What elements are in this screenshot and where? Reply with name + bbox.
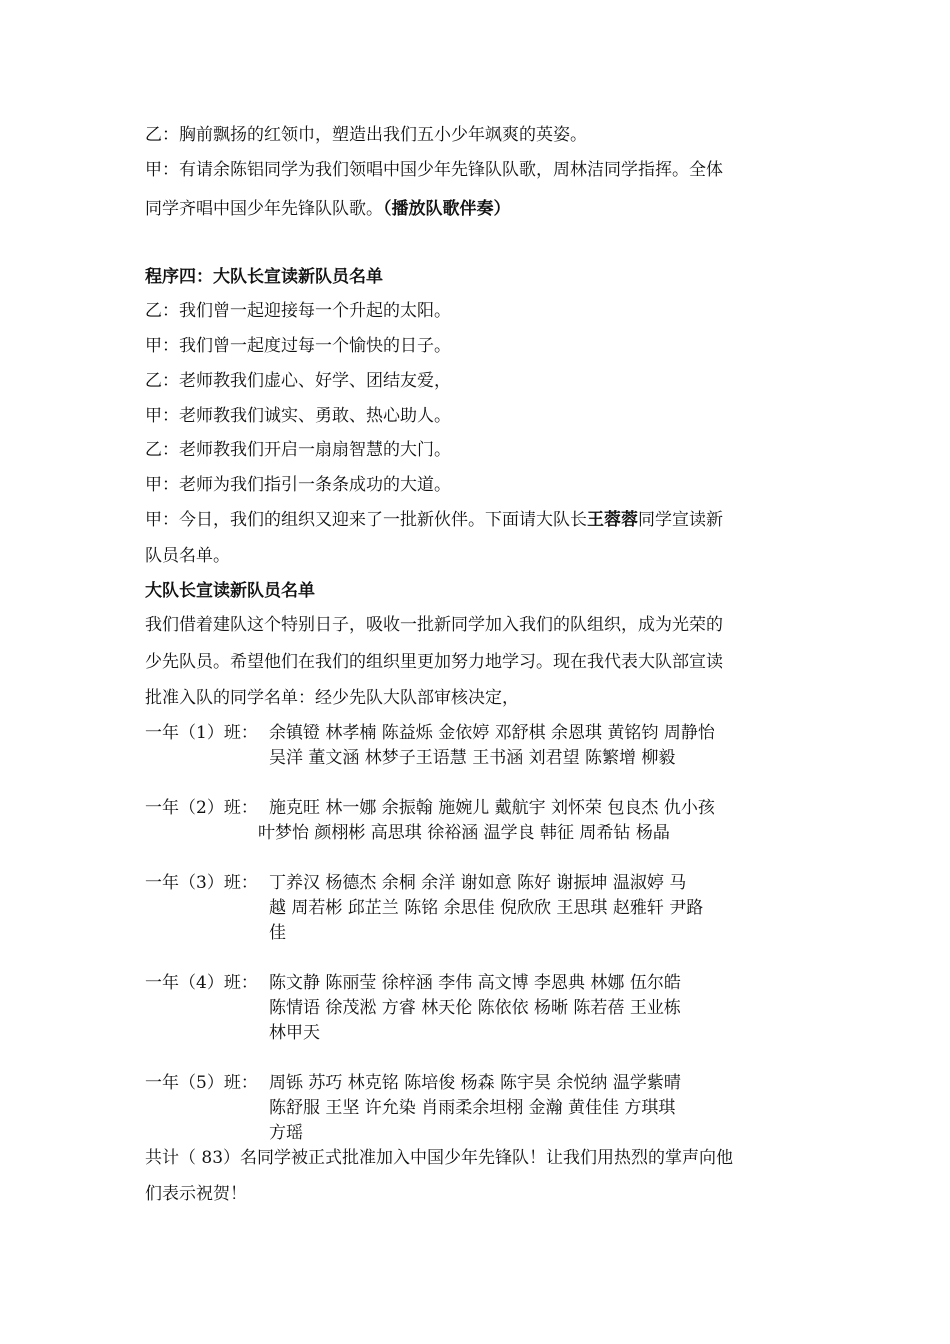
class-label: 一年（3）班：	[145, 873, 258, 893]
dialogue-line: 乙：胸前飘扬的红领巾，塑造出我们五小少年飒爽的英姿。	[145, 125, 587, 145]
paragraph-line: 批准入队的同学名单：经少先队大队部审核决定，	[145, 688, 519, 708]
class-names-line: 越 周若彬 邱芷兰 陈铭 余思佳 倪欣欣 王思琪 赵雅轩 尹路	[269, 898, 704, 918]
dialogue-line: 甲：老师教我们诚实、勇敢、热心助人。	[145, 406, 451, 426]
class-names-line: 陈舒服 王坚 许允染 肖雨柔余坦栩 金瀚 黄佳佳 方琪琪	[269, 1098, 676, 1118]
class-names-line: 陈文静 陈丽莹 徐梓涵 李伟 高文博 李恩典 林娜 伍尔皓	[269, 973, 681, 993]
dialogue-line: 甲：老师为我们指引一条条成功的大道。	[145, 475, 451, 495]
dialogue-line: 甲：有请余陈铝同学为我们领唱中国少年先锋队队歌，周林洁同学指挥。全体	[145, 160, 723, 180]
paragraph-line: 少先队员。希望他们在我们的组织里更加努力地学习。现在我代表大队部宣读	[145, 652, 723, 672]
class-label: 一年（4）班：	[145, 973, 258, 993]
dialogue-line	[145, 198, 511, 220]
class-names-line: 佳	[269, 923, 286, 943]
dialogue-line: 乙：我们曾一起迎接每一个升起的太阳。	[145, 301, 451, 321]
section-heading: 程序四：大队长宣读新队员名单	[145, 267, 383, 287]
dialogue-line: 队员名单。	[145, 546, 230, 566]
stage-direction: （播放队歌伴奏）	[383, 199, 511, 219]
closing-line: 们表示祝贺！	[145, 1184, 247, 1204]
class-names-line: 林甲天	[269, 1023, 320, 1043]
dialogue-line	[145, 509, 723, 531]
class-names-line: 周铄 苏巧 林克铭 陈培俊 杨森 陈宇昊 余悦纳 温学紫晴	[269, 1073, 681, 1093]
class-names-line: 丁养汉 杨德杰 余桐 余洋 谢如意 陈好 谢振坤 温淑婷 马	[269, 873, 687, 893]
captain-name: 王蓉蓉	[587, 510, 638, 530]
closing-line: 共计（ 83）名同学被正式批准加入中国少年先锋队！让我们用热烈的掌声向他	[145, 1148, 734, 1168]
class-names-line: 陈情语 徐茂淞 方睿 林天伦 陈依依 杨晰 陈若蓓 王业栋	[269, 998, 681, 1018]
class-names-line: 余镇镫 林孝楠 陈益烁 金依婷 邓舒棋 余恩琪 黄铭钧 周静怡	[269, 723, 715, 743]
class-label: 一年（2）班：	[145, 798, 258, 818]
dialogue-text: 同学宣读新	[638, 510, 723, 530]
class-names-line: 施克旺 林一娜 余振翰 施婉儿 戴航宇 刘怀荣 包良杰 仇小孩	[269, 798, 715, 818]
class-label: 一年（5）班：	[145, 1073, 258, 1093]
class-label: 一年（1）班：	[145, 723, 258, 743]
dialogue-text: 同学齐唱中国少年先锋队队歌。	[145, 199, 383, 219]
dialogue-line: 乙：老师教我们虚心、好学、团结友爱，	[145, 371, 451, 391]
paragraph-line: 我们借着建队这个特别日子，吸收一批新同学加入我们的队组织，成为光荣的	[145, 615, 723, 635]
class-names-line: 方瑶	[269, 1123, 303, 1143]
dialogue-line: 甲：我们曾一起度过每一个愉快的日子。	[145, 336, 451, 356]
class-names-line: 吴洋 董文涵 林梦子王语慧 王书涵 刘君望 陈繁增 柳毅	[269, 748, 676, 768]
class-names-line: 叶梦怡 颜栩彬 高思琪 徐裕涵 温学良 韩征 周希钻 杨晶	[258, 823, 670, 843]
section-heading: 大队长宣读新队员名单	[145, 581, 315, 601]
dialogue-text: 甲：今日，我们的组织又迎来了一批新伙伴。下面请大队长	[145, 510, 587, 530]
dialogue-line: 乙：老师教我们开启一扇扇智慧的大门。	[145, 440, 451, 460]
